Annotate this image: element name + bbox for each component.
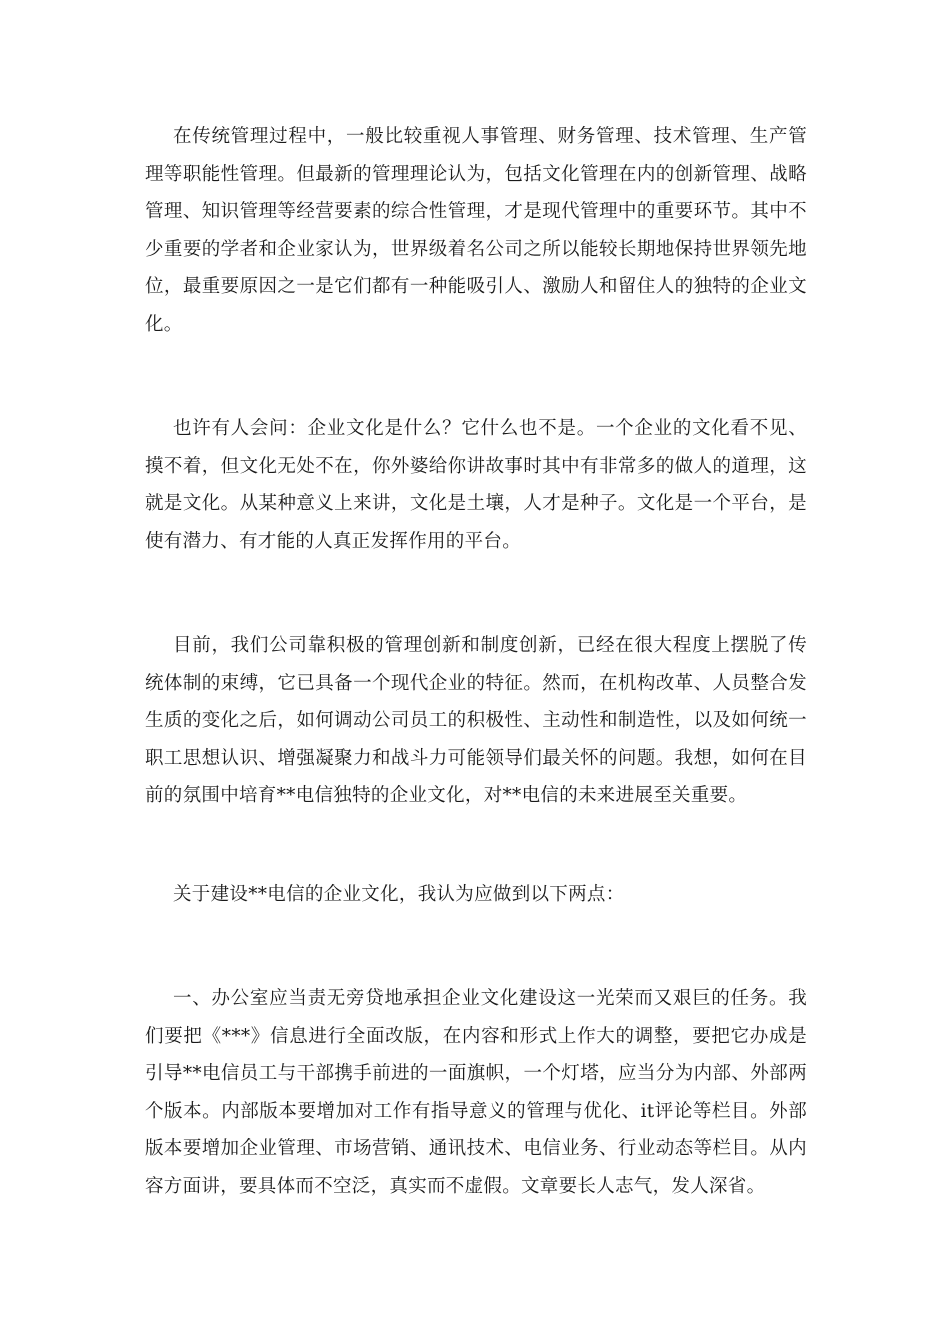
paragraph-traditional-management: 在传统管理过程中，一般比较重视人事管理、财务管理、技术管理、生产管理等职能性管理。但最新的管理理论认为，包括文化管理在内的创新管理、战略管理、知识管理等经营要素的综合性管理，才是现代管理中的重要环节。其中不少重要的学者和企业家认为，世界级着名公司之所以能较长期地保持世界领先地位，最重要原因之一是它们都有一种能吸引人、激励人和留住人的独特的企业文化。: [145, 126, 807, 335]
paragraph-what-is-culture: 也许有人会问：企业文化是什么？它什么也不是。一个企业的文化看不见、摸不着，但文化无处不在，你外婆给你讲故事时其中有非常多的做人的道理，这就是文化。从某种意义上来讲，文化是土壤，人才是种子。文化是一个平台，是使有潜力、有才能的人真正发挥作用的平台。: [145, 418, 807, 552]
paragraph-current-situation: 目前，我们公司靠积极的管理创新和制度创新，已经在很大程度上摆脱了传统体制的束缚，它已具备一个现代企业的特征。然而，在机构改革、人员整合发生质的变化之后，如何调动公司员工的积极性、主动性和制造性，以及如何统一职工思想认识、增强凝聚力和战斗力可能领导们最关怀的问题。我想，如何在目前的氛围中培育**电信独特的企业文化，对**电信的未来进展至关重要。: [145, 635, 807, 806]
paragraph-two-points-intro: 关于建设**电信的企业文化，我认为应做到以下两点：: [173, 883, 625, 905]
document-body: [145, 118, 807, 1205]
paragraph-point-one: 一、办公室应当责无旁贷地承担企业文化建设这一光荣而又艰巨的任务。我们要把《***》信息进行全面改版，在内容和形式上作大的调整，要把它办成是引导**电信员工与干部携手前进的一面旗帜，一个灯塔，应当分为内部、外部两个版本。内部版本要增加对工作有指导意义的管理与优化、it评论等栏目。外部版本要增加企业管理、市场营销、通讯技术、电信业务、行业动态等栏目。从内容方面讲，要具体而不空泛，真实而不虚假。文章要长人志气，发人深省。: [145, 988, 807, 1197]
